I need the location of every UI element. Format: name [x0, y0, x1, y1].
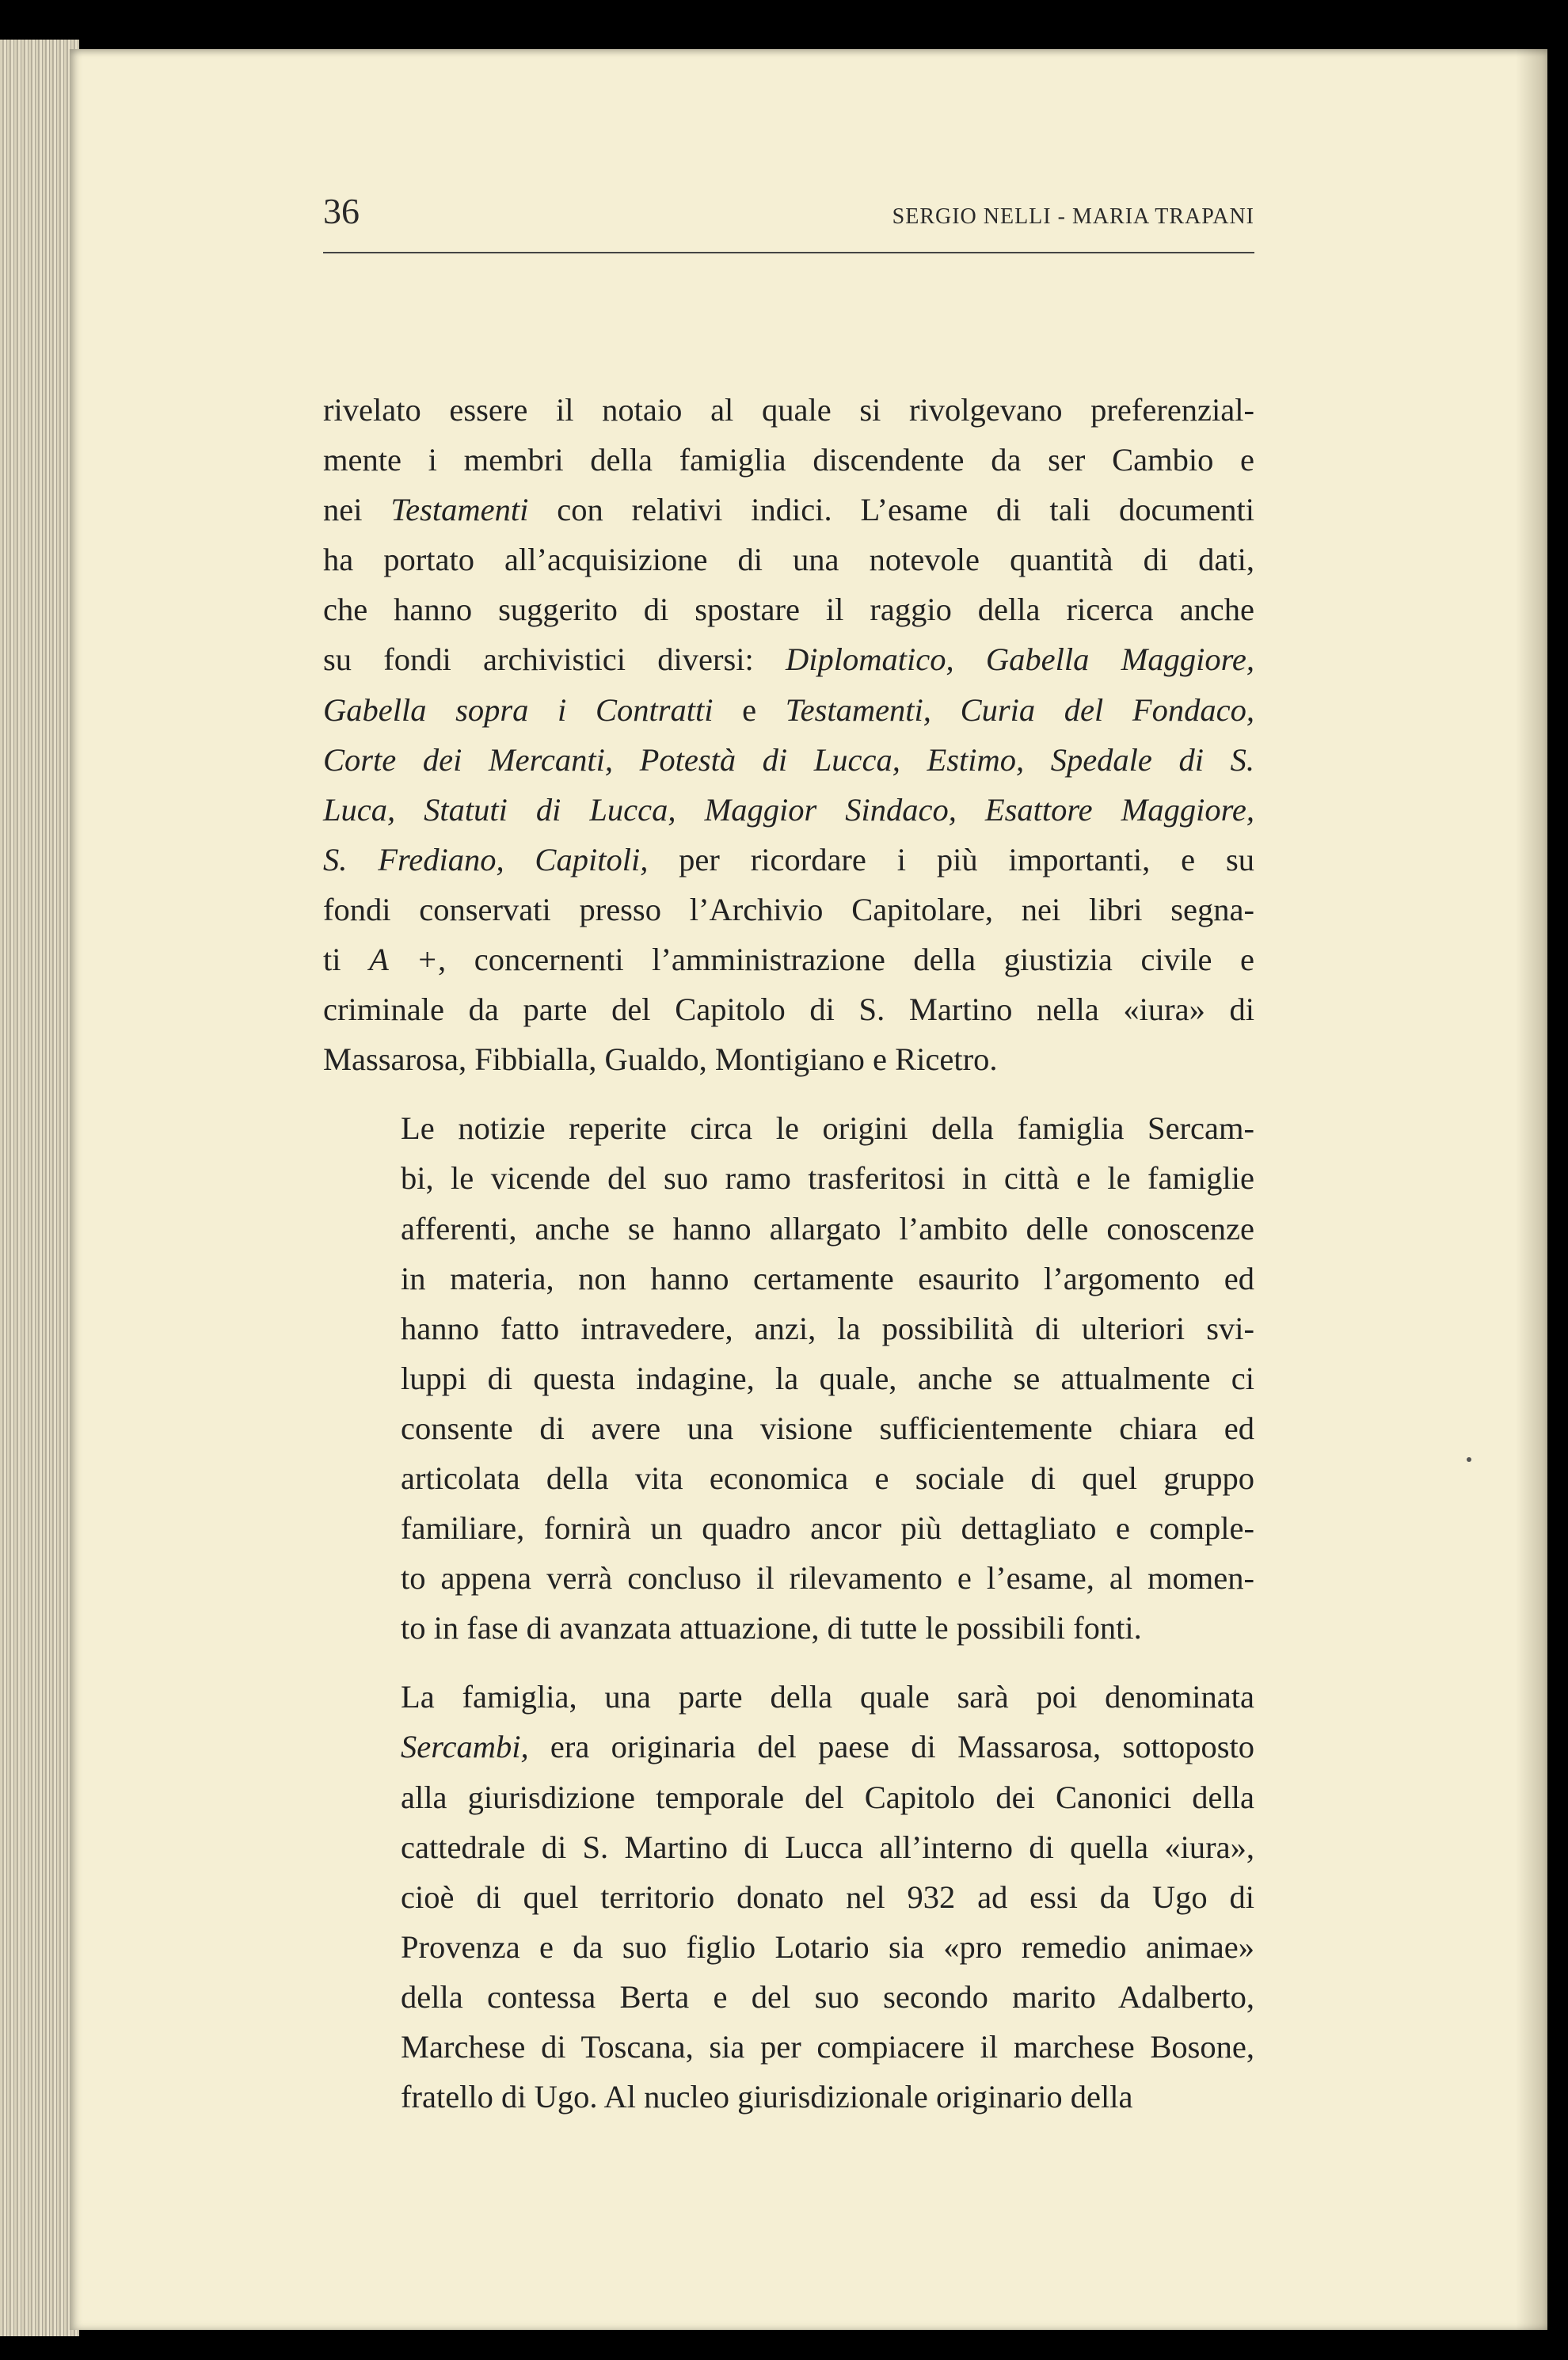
text-line: luppi di questa indagine, la quale, anche se attualmente ci — [401, 1360, 1254, 1396]
text-line: ha portato all’acquisizione di una notevole quantità di dati, — [323, 542, 1254, 578]
text-line: to in fase di avanzata attuazione, di tutte le possibili fonti. — [401, 1610, 1142, 1646]
text-line: Sercambi, era originaria del paese di Massarosa, sottoposto — [401, 1729, 1254, 1765]
text-line: su fondi archivistici diversi: Diplomatico, Gabella Maggiore, — [323, 641, 1254, 678]
text-line: hanno fatto intravedere, anzi, la possibilità di ulteriori svi- — [401, 1310, 1254, 1346]
text-line: mente i membri della famiglia discendente da ser Cambio e — [323, 442, 1254, 478]
text-line: bi, le vicende del suo ramo trasferitosi in città e le famiglie — [401, 1160, 1254, 1197]
body-text — [323, 385, 1254, 2122]
running-header — [323, 188, 1254, 253]
text-line: Massarosa, Fibbialla, Gualdo, Montigiano e Ricetro. — [323, 1041, 998, 1078]
text-line: criminale da parte del Capitolo di S. Martino nella «iura» di — [323, 992, 1254, 1028]
running-head-authors: SERGIO NELLI - MARIA TRAPANI — [892, 204, 1254, 229]
text-line: cattedrale di S. Martino di Lucca all’interno di quella «iura», — [401, 1829, 1254, 1865]
page-number: 36 — [323, 191, 360, 231]
text-line: articolata della vita economica e sociale di quel gruppo — [401, 1460, 1254, 1496]
paragraph-2 — [323, 1103, 1254, 1653]
text-line: Le notizie reperite circa le origini della famiglia Sercam- — [401, 1110, 1254, 1147]
text-line: S. Frediano, Capitoli, per ricordare i più importanti, e su — [323, 841, 1254, 877]
gutter-shadow — [1516, 49, 1547, 2330]
paragraph-3 — [323, 1672, 1254, 2122]
text-line: nei Testamenti con relativi indici. L’esame di tali documenti — [323, 492, 1254, 528]
text-line: Marchese di Toscana, sia per compiacere il marchese Bosone, — [401, 2029, 1254, 2065]
text-line: cioè di quel territorio donato nel 932 ad essi da Ugo di — [401, 1878, 1254, 1915]
text-line: fratello di Ugo. Al nucleo giurisdizionale originario della — [401, 2079, 1133, 2115]
text-line: La famiglia, una parte della quale sarà poi denominata — [401, 1679, 1254, 1715]
text-line: to appena verrà concluso il rilevamento e l’esame, al momen- — [401, 1560, 1254, 1597]
text-line: fondi conservati presso l’Archivio Capitolare, nei libri segna- — [323, 891, 1254, 927]
paragraph-1 — [323, 385, 1254, 1084]
text-line: che hanno suggerito di spostare il raggio della ricerca anche — [323, 592, 1254, 628]
speck-mark — [1467, 1457, 1471, 1462]
text-line: Corte dei Mercanti, Potestà di Lucca, Estimo, Spedale di S. — [323, 741, 1254, 778]
text-line: Luca, Statuti di Lucca, Maggior Sindaco, Esattore Maggiore, — [323, 791, 1254, 828]
text-line: in materia, non hanno certamente esaurito l’argomento ed — [401, 1260, 1254, 1296]
text-line: familiare, fornirà un quadro ancor più dettagliato e comple- — [401, 1510, 1254, 1547]
page-edges — [0, 40, 79, 2336]
text-line: ti A +, concernenti l’amministrazione della giustizia civile e — [323, 942, 1254, 978]
text-line: afferenti, anche se hanno allargato l’ambito delle conoscenze — [401, 1210, 1254, 1247]
text-line: della contessa Berta e del suo secondo marito Adalberto, — [401, 1978, 1254, 2015]
text-line: consente di avere una visione sufficientemente chiara ed — [401, 1410, 1254, 1446]
text-line: rivelato essere il notaio al quale si rivolgevano preferenzial- — [323, 392, 1254, 428]
text-line: Gabella sopra i Contratti e Testamenti, Curia del Fondaco, — [323, 691, 1254, 728]
text-line: Provenza e da suo figlio Lotario sia «pro remedio animae» — [401, 1928, 1254, 1965]
text-line: alla giurisdizione temporale del Capitolo dei Canonici della — [401, 1779, 1254, 1815]
